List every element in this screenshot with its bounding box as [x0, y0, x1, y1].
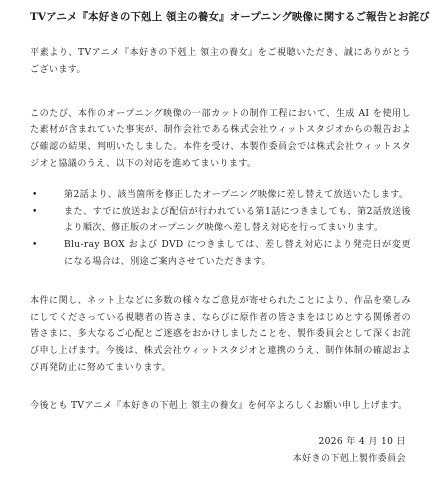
greeting-paragraph: 平素より、TVアニメ『本好きの下剋上 領主の養女』をご視聴いただき、誠にありがとうございます。 — [30, 48, 411, 75]
apology-paragraph: 本件に関し、ネット上などに多数の様々なご意見が寄せられたことにより、作品を楽しみにしてくださっている視聴者の皆さま、ならびに原作者の皆さまをはじめとする関係者の皆さまに、多大なるご心配とご迷惑をおかけしましたことを、製作委員会として深くお詫び申し上げます。今後は、株式会社ウィットスタジオと連携のうえ、制作体制の確認および再発防止に努めてまいります。 — [30, 295, 411, 373]
list-item-text: Blu-ray BOX および DVD につきましては、差し替え対応により発売日が変更になる場合は、別途ご案内させていただきます。 — [64, 240, 411, 267]
list-item — [30, 237, 411, 271]
bullet-icon: • — [32, 189, 38, 200]
list-item — [30, 187, 411, 204]
list-item — [30, 204, 411, 238]
document-title: TVアニメ『本好きの下剋上 領主の養女』オープニング映像に関するご報告とお詫び — [30, 11, 430, 23]
closing-paragraph: 今後とも TVアニメ『本好きの下剋上 領主の養女』を何卒よろしくお願い申し上げます。 — [30, 400, 408, 411]
signature-block — [30, 434, 411, 468]
bullet-icon: • — [32, 206, 38, 217]
bullet-icon: • — [32, 240, 38, 251]
signature-date: 2026 年 4 月 10 日 — [318, 436, 406, 447]
list-item-text: 第2話より、該当箇所を修正したオープニング映像に差し替えて放送いたします。 — [64, 189, 409, 200]
signature-committee: 本好きの下剋上製作委員会 — [292, 453, 406, 464]
response-measures-list — [30, 187, 411, 271]
incident-paragraph: このたび、本作のオープニング映像の一部カットの制作工程において、生成 AI を使用した素材が含まれていた事実が、制作会社である株式会社ウィットスタジオからの報告および確認の結果、判明いたしました。本件を受け、本製作委員会では株式会社ウィットスタジオと協議のうえ、以下の対応を進めてまいります。 — [30, 108, 411, 169]
list-item-text: また、すでに放送および配信が行われている第1話につきましても、第2話放送後より順次、修正版のオープニング映像へ差し替え対応を行ってまいります。 — [64, 206, 411, 234]
